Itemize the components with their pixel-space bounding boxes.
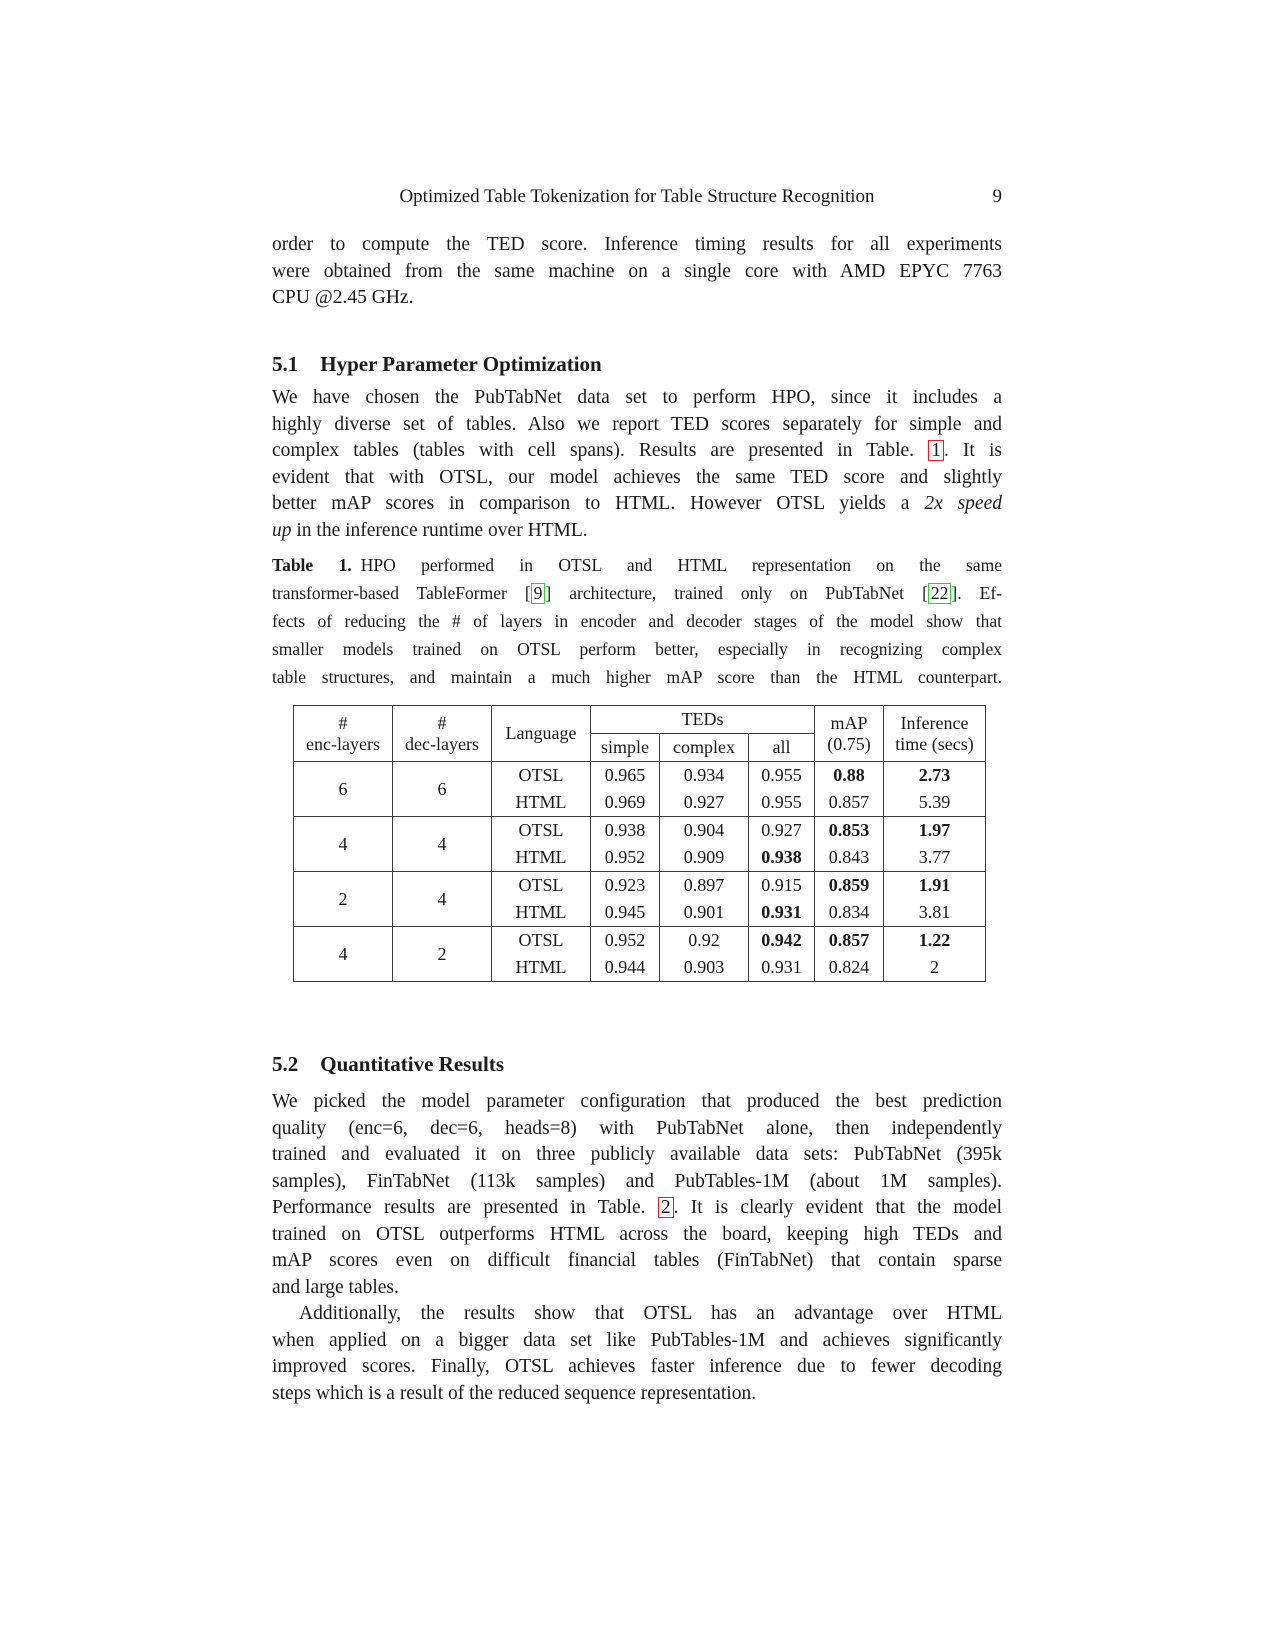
text-segment: steps which is a result of the reduced sequence representation.: [272, 1382, 757, 1404]
header-line: (0.75): [827, 733, 871, 754]
table-cell: 0.92: [660, 927, 749, 955]
text-line: [272, 551, 1002, 579]
citation-link[interactable]: 22: [928, 583, 952, 604]
table-cell: 2: [884, 954, 986, 982]
text-line: [272, 1248, 1002, 1275]
table-cell: 1.91: [884, 872, 986, 900]
table-cell: 0.938: [591, 817, 660, 845]
table-cell: 0.965: [591, 762, 660, 790]
table-cell: 0.952: [591, 927, 660, 955]
table-cell: OTSL: [492, 872, 591, 900]
header-line: mAP: [830, 712, 868, 733]
text-segment: in the inference runtime over HTML.: [291, 519, 588, 541]
section-5-1-heading: [272, 352, 1002, 377]
table-cell: 0.942: [749, 927, 815, 955]
table-cell: HTML: [492, 899, 591, 927]
table-cell: OTSL: [492, 927, 591, 955]
text-segment: fects of reducing the # of layers in encoder and decoder stages of the model show that: [272, 611, 1002, 631]
table-cell: 0.934: [660, 762, 749, 790]
table-cell: 0.909: [660, 844, 749, 872]
text-line: [272, 579, 1002, 607]
text-line: [272, 259, 1002, 286]
table-cell: 0.931: [749, 954, 815, 982]
section-5-2-heading: [272, 1052, 1002, 1077]
table-cell: 5.39: [884, 789, 986, 817]
text-segment: . It is: [943, 440, 1002, 461]
table-row: [294, 762, 986, 790]
table-cell: 0.969: [591, 789, 660, 817]
table-cell: 0.843: [815, 844, 884, 872]
text-line: [272, 1301, 1002, 1328]
text-segment: better mAP scores in comparison to HTML. However OTSL yields a: [272, 493, 925, 514]
table-cell: 0.834: [815, 899, 884, 927]
table-header-cell: TEDs: [591, 706, 815, 734]
table-cell: 2: [294, 872, 393, 927]
table-1-caption: [272, 551, 1002, 691]
table-cell: 0.857: [815, 927, 884, 955]
text-segment: ] architecture, trained only on PubTabNet [: [545, 583, 928, 603]
table-cell: 0.944: [591, 954, 660, 982]
page-number: 9: [992, 186, 1002, 207]
text-line: [272, 663, 1002, 691]
text-line: [272, 1275, 1002, 1302]
text-line: [272, 518, 1002, 545]
table-ref-link[interactable]: 2: [658, 1197, 674, 1218]
table-row: [294, 817, 986, 845]
text-segment: improved scores. Finally, OTSL achieves faster inference due to fewer decoding: [272, 1356, 1002, 1377]
table-cell: OTSL: [492, 817, 591, 845]
table-cell: 2.73: [884, 762, 986, 790]
table-cell: 0.938: [749, 844, 815, 872]
text-line: [272, 1381, 1002, 1408]
header-line: time (secs): [895, 733, 974, 754]
text-segment: highly diverse set of tables. Also we report TED scores separately for simple and: [272, 413, 1002, 435]
text-segment: ]. Ef-: [951, 583, 1002, 603]
text-line: [272, 607, 1002, 635]
table-cell: 0.897: [660, 872, 749, 900]
text-segment: up: [272, 519, 292, 541]
text-segment: transformer-based TableFormer [: [272, 583, 531, 603]
text-segment: Performance results are presented in Table.: [272, 1197, 658, 1218]
table-row: [294, 927, 986, 955]
text-segment: smaller models trained on OTSL perform better, especially in recognizing complex: [272, 639, 1002, 659]
table-cell: 1.22: [884, 927, 986, 955]
text-segment: and large tables.: [272, 1276, 399, 1298]
header-line: Inference: [900, 712, 969, 733]
table-cell: 0.955: [749, 789, 815, 817]
table-cell: HTML: [492, 954, 591, 982]
table-header-cell: all: [749, 734, 815, 762]
table-cell: 0.955: [749, 762, 815, 790]
text-line: [272, 491, 1002, 518]
text-segment: Table 1.: [272, 555, 352, 575]
table-cell: HTML: [492, 844, 591, 872]
table-cell: 0.923: [591, 872, 660, 900]
text-line: [272, 1222, 1002, 1249]
text-line: [272, 465, 1002, 492]
table-cell: 6: [393, 762, 492, 817]
table-cell: 0.903: [660, 954, 749, 982]
text-segment: We have chosen the PubTabNet data set to perform HPO, since it includes a: [272, 387, 1002, 408]
text-line: [272, 438, 1002, 465]
text-segment: table structures, and maintain a much higher mAP score than the HTML counterpart.: [272, 667, 1002, 687]
text-segment: 2x speed: [924, 493, 1002, 514]
text-line: [272, 1169, 1002, 1196]
table-cell: 1.97: [884, 817, 986, 845]
text-line: [272, 412, 1002, 439]
text-line: [272, 635, 1002, 663]
text-segment: trained on OTSL outperforms HTML across the board, keeping high TEDs and: [272, 1223, 1002, 1245]
paragraph-hpo: [272, 385, 1002, 544]
table-cell: 4: [294, 927, 393, 982]
paragraph-quantitative: [272, 1089, 1002, 1301]
table-cell: 0.931: [749, 899, 815, 927]
table-cell: 4: [393, 872, 492, 927]
text-line: [272, 385, 1002, 412]
table-1: [293, 705, 986, 982]
header-line: dec-layers: [405, 733, 479, 754]
text-line: [272, 232, 1002, 259]
text-segment: mAP scores even on difficult financial tables (FinTabNet) that contain sparse: [272, 1250, 1002, 1271]
text-segment: . It is clearly evident that the model: [673, 1197, 1002, 1218]
text-segment: We picked the model parameter configuration that produced the best prediction: [272, 1091, 1002, 1112]
table-cell: OTSL: [492, 762, 591, 790]
header-line: #: [338, 712, 348, 733]
table-cell: 0.927: [749, 817, 815, 845]
section-5-1-number: 5.1: [272, 352, 299, 376]
table-header-cell: [294, 706, 393, 762]
section-5-2-number: 5.2: [272, 1052, 299, 1076]
paragraph-intro: [272, 232, 1002, 312]
table-cell: 3.81: [884, 899, 986, 927]
table-cell: 0.901: [660, 899, 749, 927]
running-title: Optimized Table Tokenization for Table Structure Recognition: [399, 186, 875, 207]
table-cell: HTML: [492, 789, 591, 817]
table-header-cell: [884, 706, 986, 762]
text-segment: quality (enc=6, dec=6, heads=8) with PubTabNet alone, then independently: [272, 1117, 1002, 1139]
running-head: [272, 186, 1002, 208]
text-line: [272, 1354, 1002, 1381]
citation-link[interactable]: 9: [531, 583, 546, 604]
text-segment: order to compute the TED score. Inference timing results for all experiments: [272, 234, 1002, 255]
table-cell: 2: [393, 927, 492, 982]
text-segment: HPO performed in OTSL and HTML representation on the same: [360, 555, 1002, 575]
text-segment: Additionally, the results show that OTSL has an advantage over HTML: [299, 1303, 1002, 1324]
table-ref-link[interactable]: 1: [928, 440, 944, 461]
table-cell: 0.915: [749, 872, 815, 900]
text-line: [272, 1089, 1002, 1116]
text-line: [272, 1195, 1002, 1222]
table-cell: 0.952: [591, 844, 660, 872]
text-segment: when applied on a bigger data set like PubTables-1M and achieves significantly: [272, 1329, 1002, 1351]
text-line: [272, 1116, 1002, 1143]
paragraph-additional: [272, 1301, 1002, 1407]
table-cell: 0.945: [591, 899, 660, 927]
text-segment: complex tables (tables with cell spans). Results are presented in Table.: [272, 440, 929, 461]
table-cell: 0.927: [660, 789, 749, 817]
table-header-cell: Language: [492, 706, 591, 762]
table-header-cell: [815, 706, 884, 762]
table-cell: 6: [294, 762, 393, 817]
table-header-cell: [393, 706, 492, 762]
table-cell: 0.904: [660, 817, 749, 845]
table-cell: 0.824: [815, 954, 884, 982]
text-segment: CPU @2.45 GHz.: [272, 287, 414, 308]
table-row: [294, 872, 986, 900]
section-5-1-title: Hyper Parameter Optimization: [320, 352, 602, 376]
table-header-row: [294, 706, 986, 734]
text-segment: were obtained from the same machine on a single core with AMD EPYC 7763: [272, 260, 1002, 282]
table-cell: 4: [393, 817, 492, 872]
table-cell: 0.853: [815, 817, 884, 845]
table-cell: 4: [294, 817, 393, 872]
table-header-cell: simple: [591, 734, 660, 762]
table-header-cell: complex: [660, 734, 749, 762]
section-5-2-title: Quantitative Results: [320, 1052, 504, 1076]
text-segment: samples), FinTabNet (113k samples) and PubTables-1M (about 1M samples).: [272, 1170, 1002, 1192]
text-line: [272, 1328, 1002, 1355]
table-cell: 0.88: [815, 762, 884, 790]
header-line: enc-layers: [306, 733, 380, 754]
text-segment: trained and evaluated it on three publicly available data sets: PubTabNet (395k: [272, 1144, 1002, 1165]
table-cell: 0.859: [815, 872, 884, 900]
text-line: [272, 1142, 1002, 1169]
header-line: #: [437, 712, 447, 733]
text-segment: evident that with OTSL, our model achieves the same TED score and slightly: [272, 466, 1002, 488]
hpo-results-table: [293, 705, 986, 982]
text-line: [272, 285, 1002, 312]
table-cell: 3.77: [884, 844, 986, 872]
table-cell: 0.857: [815, 789, 884, 817]
